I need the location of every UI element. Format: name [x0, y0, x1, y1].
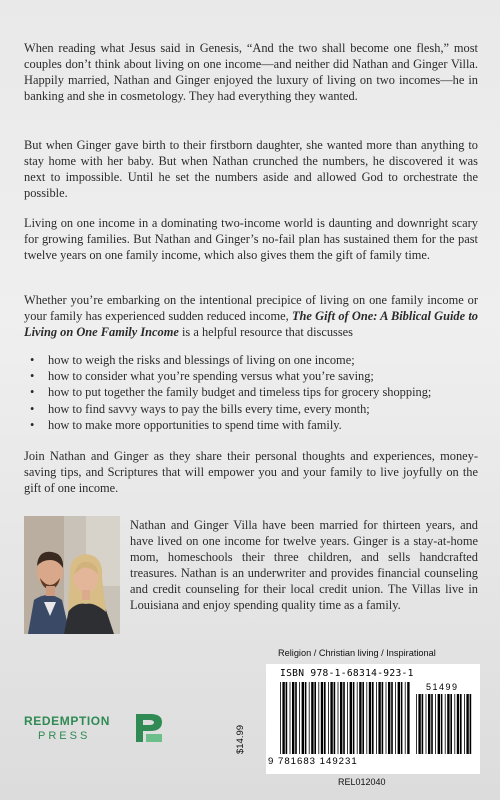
list-item: • how to find savvy ways to pay the bills every time, every month;	[30, 401, 490, 417]
plan-paragraph: Living on one income in a dominating two-income world is daunting and downright scary for growing families. But Nathan and Ginger’s no-fail plan has sustained them for the past twelve years on one family income, which also gives them the gift of family time.	[24, 216, 478, 262]
barcode	[266, 664, 480, 774]
addon-barcode-bars	[416, 694, 472, 754]
publisher-mark-icon	[132, 712, 166, 744]
publisher-sub: PRESS	[38, 730, 91, 742]
price-tag	[235, 722, 262, 762]
product-code: REL012040	[338, 777, 386, 787]
topic-list	[30, 352, 490, 433]
book-title: The Gift of One: A Biblical Guide to Living on One Family Income	[24, 309, 478, 339]
resource-text-after: is a helpful resource that discusses	[178, 325, 354, 339]
list-item: • how to make more opportunities to spend time with family.	[30, 417, 490, 433]
intro-paragraph: When reading what Jesus said in Genesis, “And the two shall become one flesh,” most couples don’t think about living on one income—and neither did Nathan and Ginger Villa. Happily married, Nathan and Ginger enjoyed the luxury of living on two incomes—he in banking and she in cosmetology. They had everything they wanted.	[24, 41, 478, 103]
publisher-logo	[24, 706, 184, 746]
list-item: • how to put together the family budget and timeless tips for grocery shopping;	[30, 384, 490, 400]
list-item: • how to consider what you’re spending versus what you’re saving;	[30, 368, 490, 384]
ean-barcode-bars	[280, 682, 410, 754]
publisher-name: REDEMPTION	[24, 714, 111, 728]
resource-text-before: Whether you’re embarking on the intentional precipice of living on one family income or your family has experienced sudden reduced income,	[24, 293, 478, 323]
story-paragraph: But when Ginger gave birth to their firstborn daughter, she wanted more than anything to stay home with her baby. But when Nathan crunched the numbers, he discovered it was next to impossible. Until he set the numbers aside and allowed God to orchestrate the possible.	[24, 138, 478, 200]
author-bio: Nathan and Ginger Villa have been married for thirteen years, and have lived on one income for twelve years. Ginger is a stay-at-home mom, homeschools their three children, and sells handcrafted treasures. Nathan is an underwriter and provides financial counseling and credit counseling for their local credit union. The Villas live in Louisiana and enjoy spending quality time as a family.	[130, 518, 478, 612]
addon-digits: 51499	[426, 682, 459, 692]
ean-digits: 9 781683 149231	[268, 756, 358, 767]
author-photo	[24, 516, 120, 634]
category-label: Religion / Christian living / Inspirational	[278, 648, 436, 658]
resource-paragraph	[24, 292, 478, 340]
author-photo-illustration	[24, 516, 120, 634]
closing-paragraph: Join Nathan and Ginger as they share their personal thoughts and experiences, money-saving tips, and Scriptures that will empower you and your family to live joyfully on the gift of one income.	[24, 449, 478, 495]
isbn-label: ISBN 978-1-68314-923-1	[280, 668, 414, 679]
list-item: • how to weigh the risks and blessings of living on one income;	[30, 352, 490, 368]
price-text: $14.99	[235, 724, 247, 755]
